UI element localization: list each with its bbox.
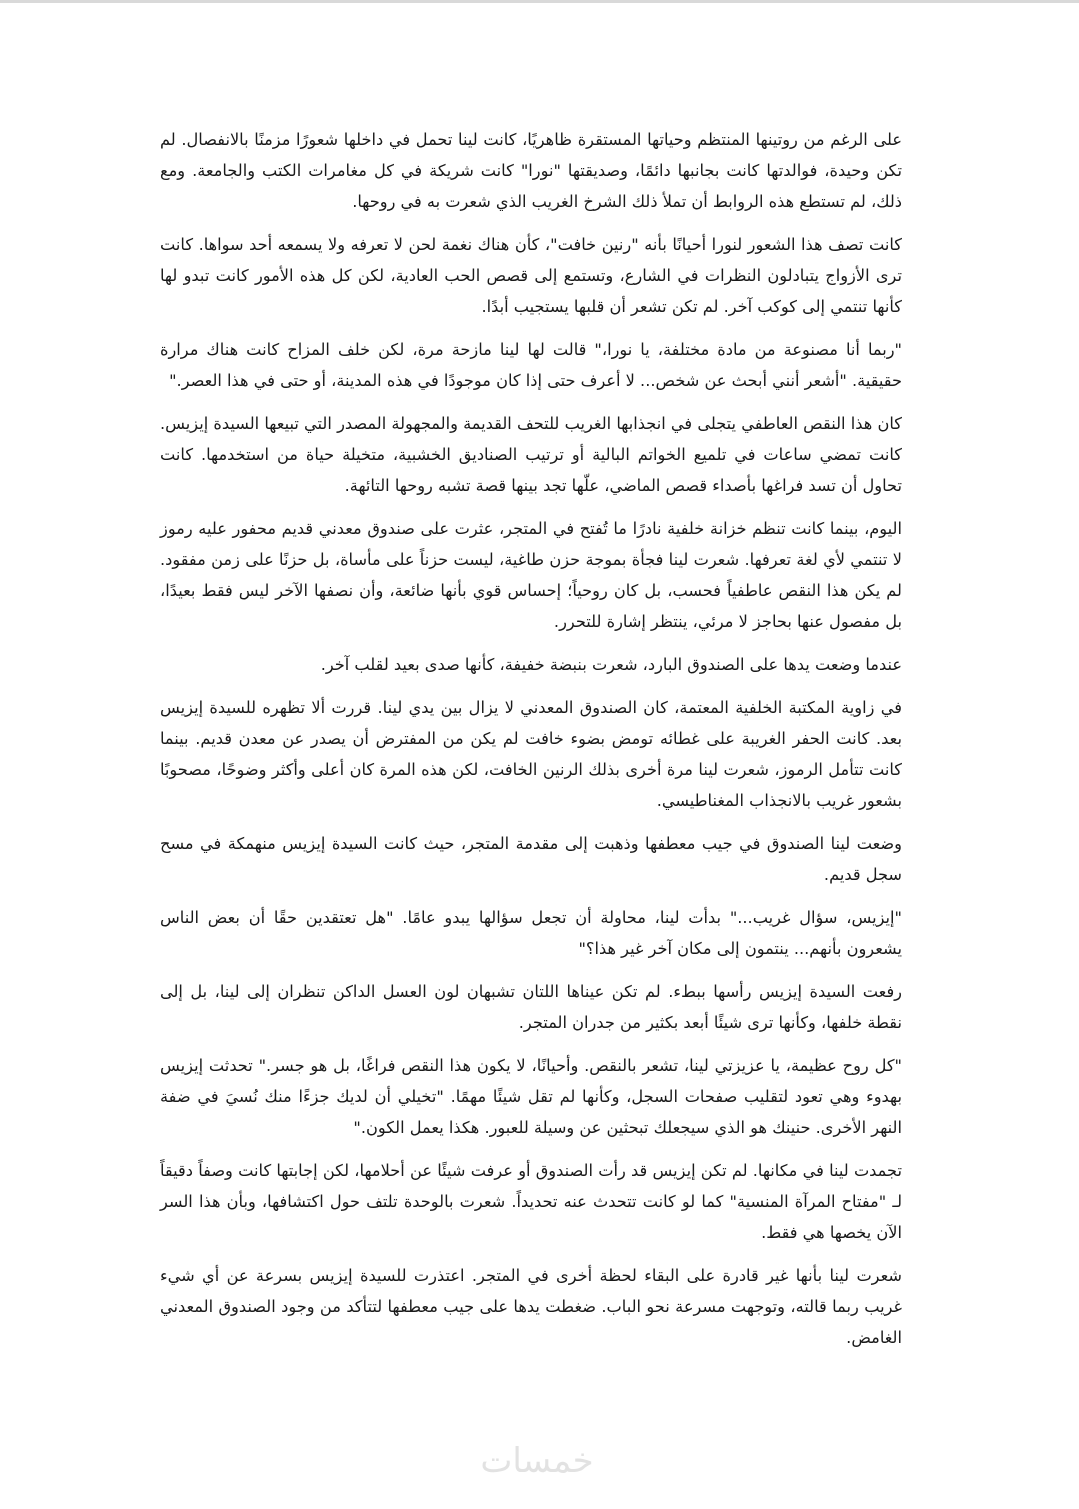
watermark-logo: خمسات xyxy=(480,1441,594,1481)
document-body xyxy=(160,124,902,1365)
top-border-line xyxy=(0,0,1079,3)
paragraph-7: في زاوية المكتبة الخلفية المعتمة، كان الصندوق المعدني لا يزال بين يدي لينا. قررت ألا تظهره للسيدة إيزيس بعد. كانت الحفر الغريبة على غطائه تومض بضوء خافت لم يكن من المفترض أن يصدر عن معدن قديم. بينما كانت تتأمل الرموز، شعرت لينا مرة أخرى بذلك الرنين الخافت، لكن هذه المرة كان أعلى وأكثر وضوحًا، مصحوبًا بشعور غريب بالانجذاب المغناطيسي. xyxy=(160,698,902,810)
paragraph-8: وضعت لينا الصندوق في جيب معطفها وذهبت إلى مقدمة المتجر، حيث كانت السيدة إيزيس منهمكة في مسح سجل قديم. xyxy=(160,834,902,884)
paragraph-6: عندما وضعت يدها على الصندوق البارد، شعرت بنبضة خفيفة، كأنها صدى بعيد لقلب آخر. xyxy=(320,655,902,674)
paragraph-9: "إيزيس، سؤال غريب..." بدأت لينا، محاولة أن تجعل سؤالها يبدو عامًا. "هل تعتقدين حقًا أن بعض الناس يشعرون بأنهم... ينتمون إلى مكان آخر غير هذا؟" xyxy=(160,908,902,958)
paragraph-1: على الرغم من روتينها المنتظم وحياتها المستقرة ظاهريًا، كانت لينا تحمل في داخلها شعورًا مزمنًا بالانفصال. لم تكن وحيدة، فوالدتها كانت بجانبها دائمًا، وصديقتها "نورا" كانت شريكة في كل مغامرات الكتب والجامعة. ومع ذلك، لم تستطع هذه الروابط أن تملأ ذلك الشرخ الغريب الذي شعرت به في روحها. xyxy=(160,130,902,211)
paragraph-12: تجمدت لينا في مكانها. لم تكن إيزيس قد رأت الصندوق أو عرفت شيئًا عن أحلامها، لكن إجابتها كانت وصفاً دقيقاً لـ "مفتاح المرآة المنسية" كما لو كانت تتحدث عنه تحديداً. شعرت بالوحدة تلتف حول اكتشافها، وبأن هذا السر الآن يخصها هي فقط. xyxy=(160,1161,902,1242)
paragraph-4: كان هذا النقص العاطفي يتجلى في انجذابها الغريب للتحف القديمة والمجهولة المصدر التي تبيعها السيدة إيزيس. كانت تمضي ساعات في تلميع الخواتم البالية أو ترتيب الصناديق الخشبية، متخيلة حياة من استخدمها. كانت تحاول أن تسد فراغها بأصداء قصص الماضي، علّها تجد بينها قصة تشبه روحها التائهة. xyxy=(160,414,902,495)
paragraph-10: رفعت السيدة إيزيس رأسها ببطء. لم تكن عيناها اللتان تشبهان لون العسل الداكن تنظران إلى لينا، بل إلى نقطة خلفها، وكأنها ترى شيئًا أبعد بكثير من جدران المتجر. xyxy=(160,982,902,1032)
paragraph-3: "ربما أنا مصنوعة من مادة مختلفة، يا نورا،" قالت لها لينا مازحة مرة، لكن خلف المزاح كانت هناك مرارة حقيقية. "أشعر أنني أبحث عن شخص... لا أعرف حتى إذا كان موجودًا في هذه المدينة، أو حتى في هذا العصر." xyxy=(160,340,902,390)
paragraph-5: اليوم، بينما كانت تنظم خزانة خلفية نادرًا ما تُفتح في المتجر، عثرت على صندوق معدني قديم محفور عليه رموز لا تنتمي لأي لغة تعرفها. شعرت لينا فجأة بموجة حزن طاغية، ليست حزناً على مأساة، بل حزنًا على زمن مفقود. لم يكن هذا النقص عاطفياً فحسب، بل كان روحياً؛ إحساس قوي بأنها ضائعة، وأن نصفها الآخر ليس فقط بعيدًا، بل مفصول عنها بحاجز لا مرئي، ينتظر إشارة للتحرر. xyxy=(160,519,902,631)
paragraph-13: شعرت لينا بأنها غير قادرة على البقاء لحظة أخرى في المتجر. اعتذرت للسيدة إيزيس بسرعة عن أي شيء غريب ربما قالته، وتوجهت مسرعة نحو الباب. ضغطت يدها على جيب معطفها لتتأكد من وجود الصندوق المعدني الغامض. xyxy=(160,1266,902,1347)
paragraph-2: كانت تصف هذا الشعور لنورا أحيانًا بأنه "رنين خافت"، كأن هناك نغمة لحن لا تعرفه ولا يسمعه أحد سواها. كانت ترى الأزواج يتبادلون النظرات في الشارع، وتستمع إلى قصص الحب العادية، لكن كل هذه الأمور كانت تبدو لها كأنها تنتمي إلى كوكب آخر. لم تكن تشعر أن قلبها يستجيب أبدًا. xyxy=(160,235,902,316)
paragraph-11: "كل روح عظيمة، يا عزيزتي لينا، تشعر بالنقص. وأحيانًا، لا يكون هذا النقص فراغًا، بل هو جسر." تحدثت إيزيس بهدوء وهي تعود لتقليب صفحات السجل، وكأنها لم تقل شيئًا مهمًا. "تخيلي أن لديك جزءًا منك نُسيَ في ضفة النهر الأخرى. حنينك هو الذي سيجعلك تبحثين عن وسيلة للعبور. هكذا يعمل الكون." xyxy=(160,1056,902,1137)
